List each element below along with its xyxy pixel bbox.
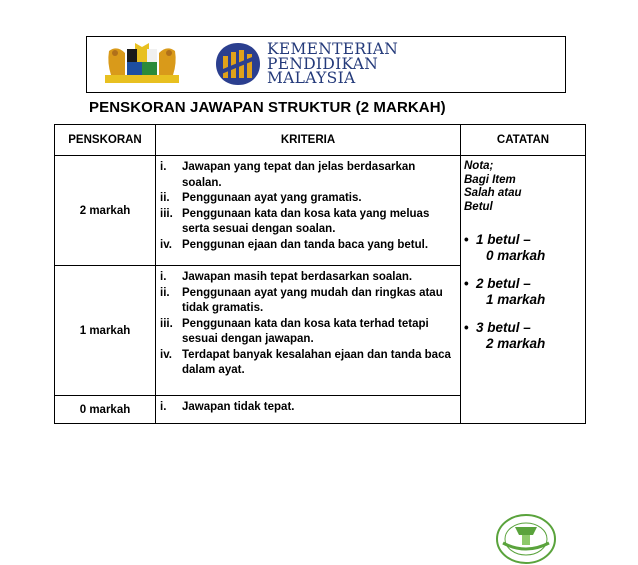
ministry-name-line-2: PENDIDIKAN: [267, 54, 379, 73]
bullet-icon: •: [464, 276, 469, 291]
notes-heading-line: Nota;: [464, 160, 494, 172]
notes-bullet: • 3 betul – 2 markah: [464, 320, 546, 351]
table-row: [55, 156, 586, 266]
ministry-name-line-1: KEMENTERIAN: [267, 40, 399, 58]
coat-of-arms-icon: [105, 41, 179, 87]
notes-bullet: • 1 betul – 0 markah: [464, 232, 546, 263]
header-banner: [86, 36, 566, 93]
bullet-icon: •: [464, 232, 469, 247]
criteria-item: i. Jawapan tidak tepat.: [160, 401, 295, 413]
examination-board-seal-icon: [495, 513, 557, 565]
criteria-item: i. Jawapan masih tepat berdasarkan soalan.: [160, 271, 413, 283]
header-penskoran: PENSKORAN: [55, 125, 156, 156]
notes-heading-line: Betul: [464, 200, 493, 213]
score-cell: 0 markah: [55, 396, 156, 424]
table-header-row: [55, 125, 586, 156]
notes-heading-line: Bagi Item: [464, 173, 516, 186]
scoring-table: [54, 124, 586, 424]
criteria-cell: [156, 266, 461, 396]
header-kriteria: KRITERIA: [156, 125, 461, 156]
criteria-item: iii. Penggunaan kata dan kosa kata terhad tetapi sesuai dengan jawapan.: [160, 317, 429, 345]
score-cell: 1 markah: [55, 266, 156, 396]
criteria-item: i. Jawapan yang tepat dan jelas berdasarkan soalan.: [160, 161, 416, 189]
notes-bullet: • 2 betul – 1 markah: [464, 276, 546, 307]
criteria-item: iv. Penggunan ejaan dan tanda baca yang betul.: [160, 238, 429, 251]
score-cell: 2 markah: [55, 156, 156, 266]
criteria-item: ii. Penggunaan ayat yang gramatis.: [160, 192, 362, 204]
criteria-cell: [156, 156, 461, 266]
notes-heading-line: Salah atau: [464, 187, 522, 199]
ministry-name: [267, 42, 398, 86]
criteria-cell: [156, 396, 461, 424]
criteria-item: ii. Penggunaan ayat yang mudah dan ringkas atau tidak gramatis.: [160, 286, 443, 314]
criteria-item: iv. Terdapat banyak kesalahan ejaan dan tanda baca dalam ayat.: [160, 348, 451, 376]
criteria-item: iii. Penggunaan kata dan kosa kata yang meluas serta sesuai dengan soalan.: [160, 207, 430, 235]
header-catatan: CATATAN: [461, 125, 586, 156]
ministry-name-line-3: MALAYSIA: [267, 69, 356, 87]
page-title: PENSKORAN JAWAPAN STRUKTUR (2 MARKAH): [89, 99, 446, 116]
ministry-logo-icon: [215, 42, 261, 86]
notes-cell: [461, 156, 586, 424]
bullet-icon: •: [464, 320, 469, 335]
